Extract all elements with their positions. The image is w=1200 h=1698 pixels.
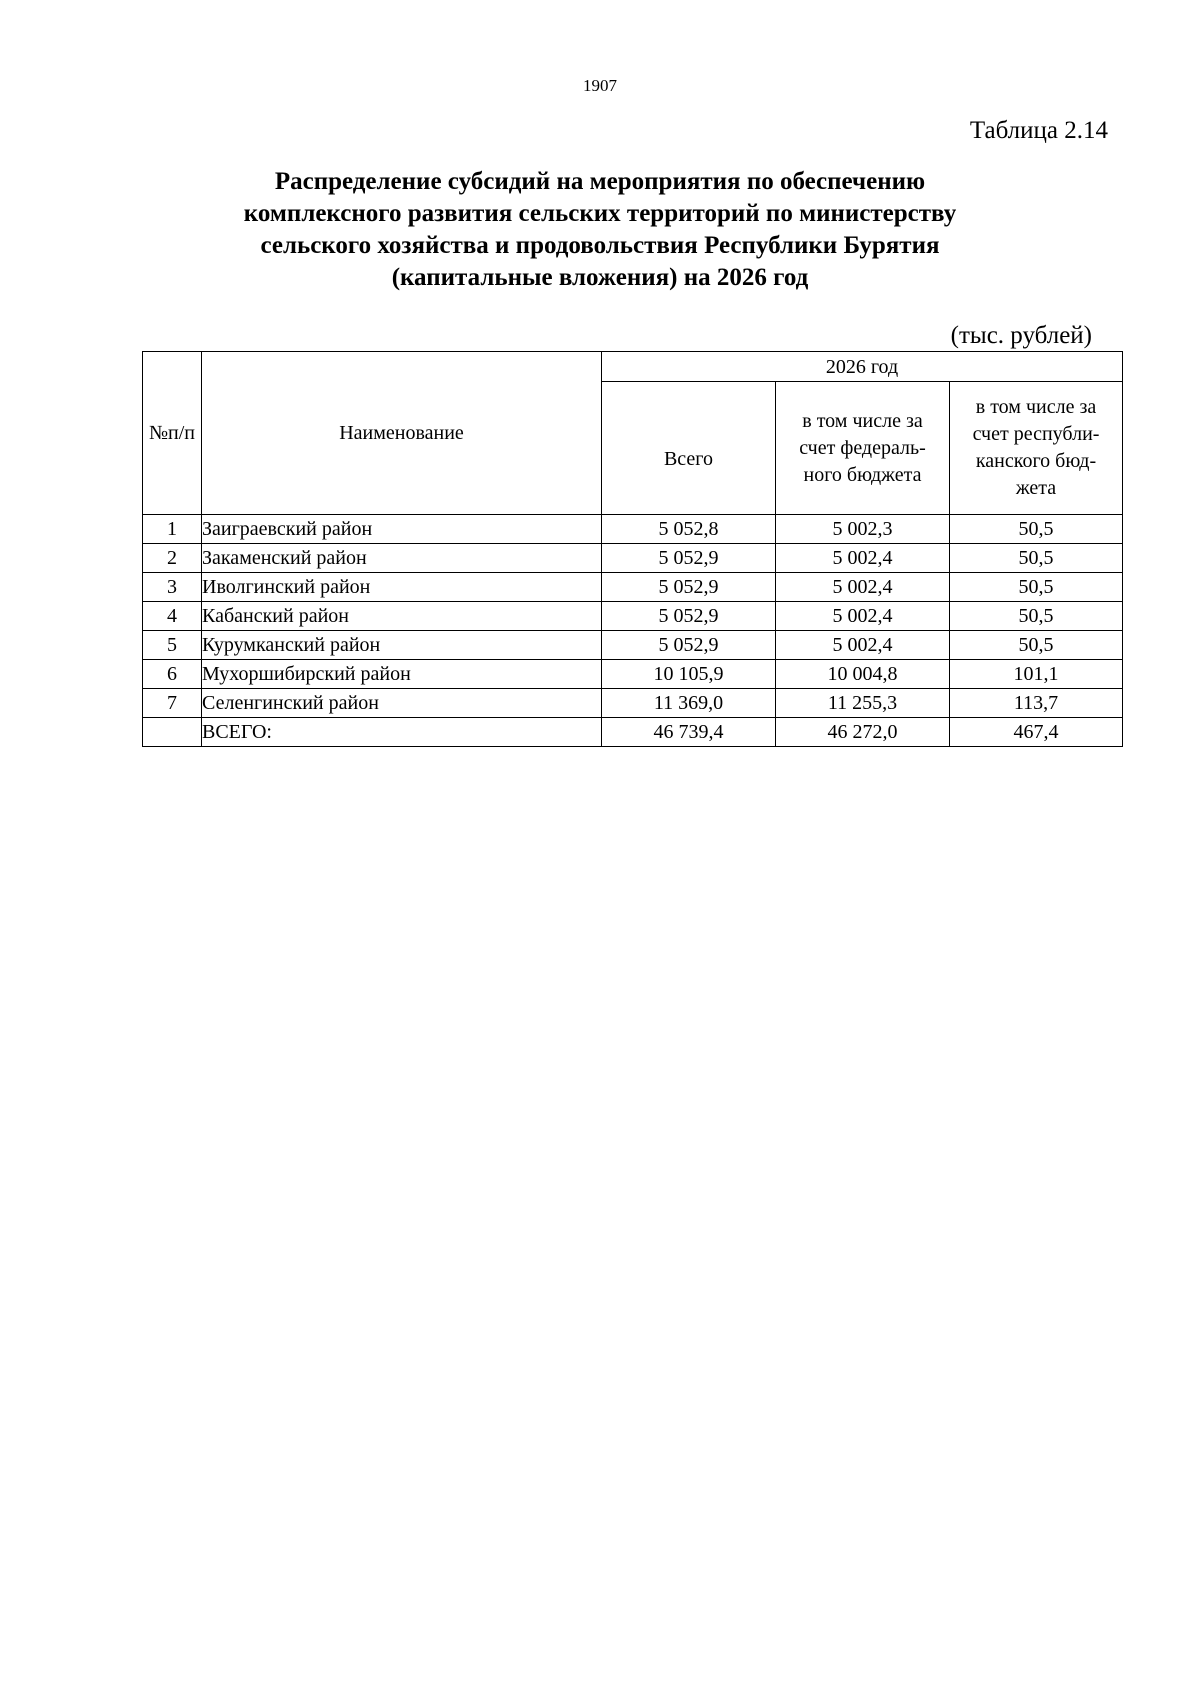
units-label: (тыс. рублей) bbox=[950, 322, 1092, 349]
row-number: 6 bbox=[143, 660, 202, 689]
row-republic: 101,1 bbox=[950, 660, 1123, 689]
table-row bbox=[143, 515, 1123, 544]
row-total: 5 052,8 bbox=[602, 515, 776, 544]
header-republic-line: жета bbox=[1015, 477, 1057, 499]
row-total: 5 052,9 bbox=[602, 631, 776, 660]
row-republic: 50,5 bbox=[950, 573, 1123, 602]
header-republic-line: канского бюд- bbox=[975, 450, 1097, 472]
row-total: 5 052,9 bbox=[602, 573, 776, 602]
total-row-federal: 46 272,0 bbox=[776, 718, 950, 747]
row-federal: 5 002,3 bbox=[776, 515, 950, 544]
header-federal-line: счет федераль- bbox=[799, 436, 926, 459]
row-total: 11 369,0 bbox=[602, 689, 776, 718]
header-year: 2026 год bbox=[602, 352, 1123, 382]
table-caption: Таблица 2.14 bbox=[969, 117, 1108, 144]
row-total: 10 105,9 bbox=[602, 660, 776, 689]
header-num: №п/п bbox=[143, 352, 202, 515]
row-total: 5 052,9 bbox=[602, 544, 776, 573]
title-line: сельского хозяйства и продовольствия Республики Бурятия bbox=[260, 232, 940, 259]
table-row bbox=[143, 689, 1123, 718]
row-republic: 113,7 bbox=[950, 689, 1123, 718]
row-republic: 50,5 bbox=[950, 631, 1123, 660]
row-total: 5 052,9 bbox=[602, 602, 776, 631]
row-republic: 50,5 bbox=[950, 602, 1123, 631]
total-row-number bbox=[143, 718, 202, 747]
header-republic-line: в том числе за bbox=[975, 396, 1097, 418]
document-title bbox=[150, 166, 1050, 294]
header-federal-line: ного бюджета bbox=[803, 463, 922, 486]
row-name: Иволгинский район bbox=[202, 573, 602, 602]
row-number: 2 bbox=[143, 544, 202, 573]
table-row bbox=[143, 544, 1123, 573]
total-row-republic: 467,4 bbox=[950, 718, 1123, 747]
title-line: (капитальные вложения) на 2026 год bbox=[391, 264, 809, 291]
table-row bbox=[143, 602, 1123, 631]
title-line: Распределение субсидий на мероприятия по обеспечению bbox=[274, 168, 926, 195]
row-federal: 11 255,3 bbox=[776, 689, 950, 718]
row-name: Мухоршибирский район bbox=[202, 660, 602, 689]
title-line: комплексного развития сельских территорий по министерству bbox=[243, 200, 957, 227]
header-republic-line: счет республи- bbox=[972, 423, 1100, 445]
total-row-total: 46 739,4 bbox=[602, 718, 776, 747]
row-name: Курумканский район bbox=[202, 631, 602, 660]
row-number: 1 bbox=[143, 515, 202, 544]
row-republic: 50,5 bbox=[950, 515, 1123, 544]
total-row-label: ВСЕГО: bbox=[202, 718, 602, 747]
row-federal: 5 002,4 bbox=[776, 544, 950, 573]
row-federal: 5 002,4 bbox=[776, 631, 950, 660]
row-federal: 5 002,4 bbox=[776, 602, 950, 631]
header-name: Наименование bbox=[202, 352, 602, 515]
header-federal bbox=[776, 382, 950, 515]
row-federal: 5 002,4 bbox=[776, 573, 950, 602]
page-number: 1907 bbox=[583, 76, 617, 95]
row-name: Кабанский район bbox=[202, 602, 602, 631]
table-row bbox=[143, 573, 1123, 602]
header-republic bbox=[950, 382, 1123, 515]
table-row bbox=[143, 660, 1123, 689]
row-number: 4 bbox=[143, 602, 202, 631]
row-name: Заиграевский район bbox=[202, 515, 602, 544]
subsidy-table bbox=[142, 351, 1123, 747]
row-name: Закаменский район bbox=[202, 544, 602, 573]
row-republic: 50,5 bbox=[950, 544, 1123, 573]
row-number: 5 bbox=[143, 631, 202, 660]
row-federal: 10 004,8 bbox=[776, 660, 950, 689]
header-total: Всего bbox=[602, 382, 776, 515]
row-number: 7 bbox=[143, 689, 202, 718]
total-row bbox=[143, 718, 1123, 747]
row-number: 3 bbox=[143, 573, 202, 602]
table-row bbox=[143, 631, 1123, 660]
row-name: Селенгинский район bbox=[202, 689, 602, 718]
header-federal-line: в том числе за bbox=[802, 409, 923, 432]
